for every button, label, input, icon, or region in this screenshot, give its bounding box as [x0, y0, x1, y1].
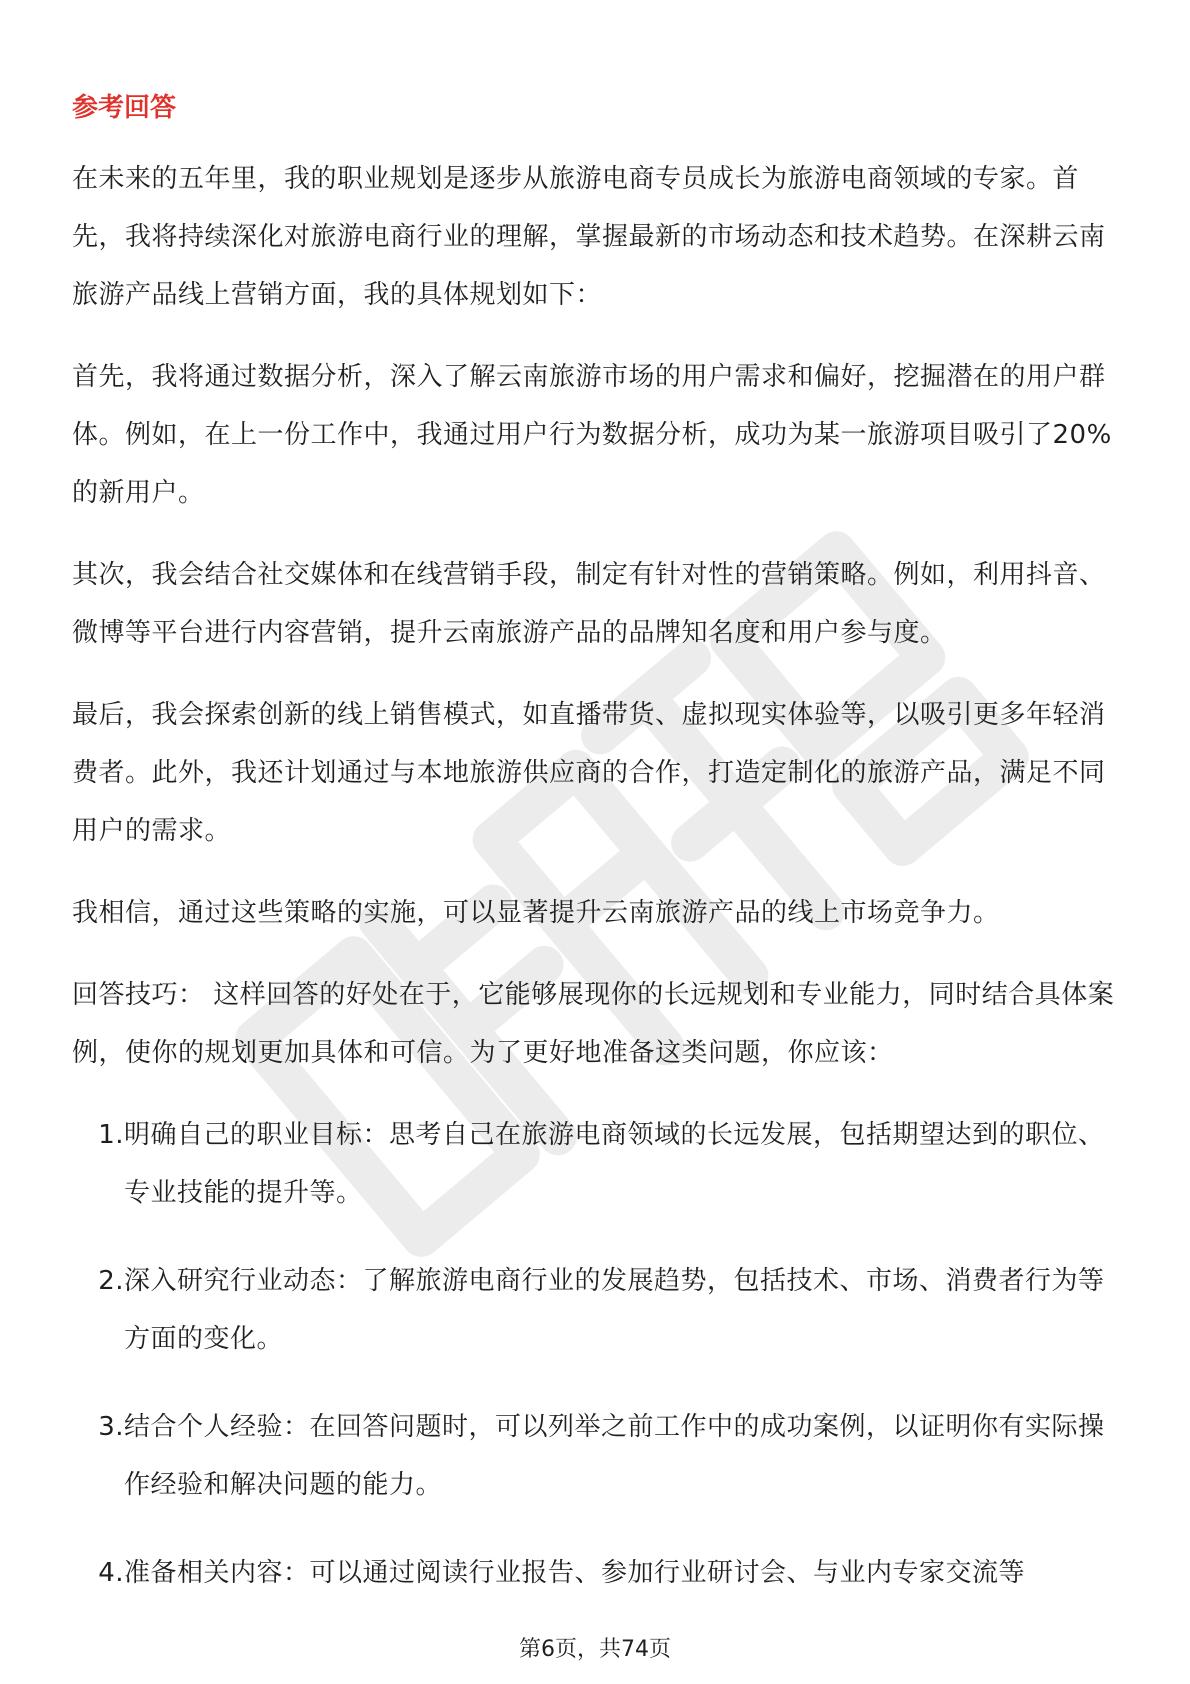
list-text: 结合个人经验：在回答问题时，可以列举之前工作中的成功案例，以证明你有实际操作经验和解决问题的能力。: [124, 1412, 1105, 1500]
paragraph: 首先，我将通过数据分析，深入了解云南旅游市场的用户需求和偏好，挖掘潜在的用户群体。例如，在上一份工作中，我通过用户行为数据分析，成功为某一旅游项目吸引了20%的新用户。: [72, 362, 1112, 508]
list-number: 3.: [98, 1412, 124, 1442]
page-number: 第6页，共74页: [519, 1637, 671, 1662]
list-item: [72, 1398, 1117, 1514]
paragraph: 在未来的五年里，我的职业规划是逐步从旅游电商专员成长为旅游电商领域的专家。首先，我将持续深化对旅游电商行业的理解，掌握最新的市场动态和技术趋势。在深耕云南旅游产品线上营销方面，我的具体规划如下：: [72, 164, 1106, 310]
list-item: [72, 1106, 1117, 1222]
list-text: 明确自己的职业目标：思考自己在旅游电商领域的长远发展，包括期望达到的职位、专业技能的提升等。: [124, 1120, 1105, 1208]
section-heading: 参考回答: [72, 93, 177, 123]
paragraph: 回答技巧： 这样回答的好处在于，它能够展现你的长远规划和专业能力，同时结合具体案例，使你的规划更加具体和可信。为了更好地准备这类问题，你应该：: [72, 980, 1115, 1068]
tips-list: [72, 1106, 1117, 1602]
list-text: 准备相关内容：可以通过阅读行业报告、参加行业研讨会、与业内专家交流等: [124, 1558, 1026, 1588]
list-item: [72, 1544, 1117, 1602]
page-content: [72, 88, 1117, 1632]
paragraph: 其次，我会结合社交媒体和在线营销手段，制定有针对性的营销策略。例如，利用抖音、微博等平台进行内容营销，提升云南旅游产品的品牌知名度和用户参与度。: [72, 560, 1106, 648]
paragraph: 我相信，通过这些策略的实施，可以显著提升云南旅游产品的线上市场竞争力。: [72, 898, 1000, 928]
list-number: 4.: [98, 1558, 124, 1588]
list-item: [72, 1252, 1117, 1368]
paragraph: 最后，我会探索创新的线上销售模式，如直播带货、虚拟现实体验等，以吸引更多年轻消费者。此外，我还计划通过与本地旅游供应商的合作，打造定制化的旅游产品，满足不同用户的需求。: [72, 700, 1106, 846]
list-number: 1.: [98, 1120, 124, 1150]
list-text: 深入研究行业动态：了解旅游电商行业的发展趋势，包括技术、市场、消费者行为等方面的变化。: [124, 1266, 1105, 1354]
list-number: 2.: [98, 1266, 124, 1296]
